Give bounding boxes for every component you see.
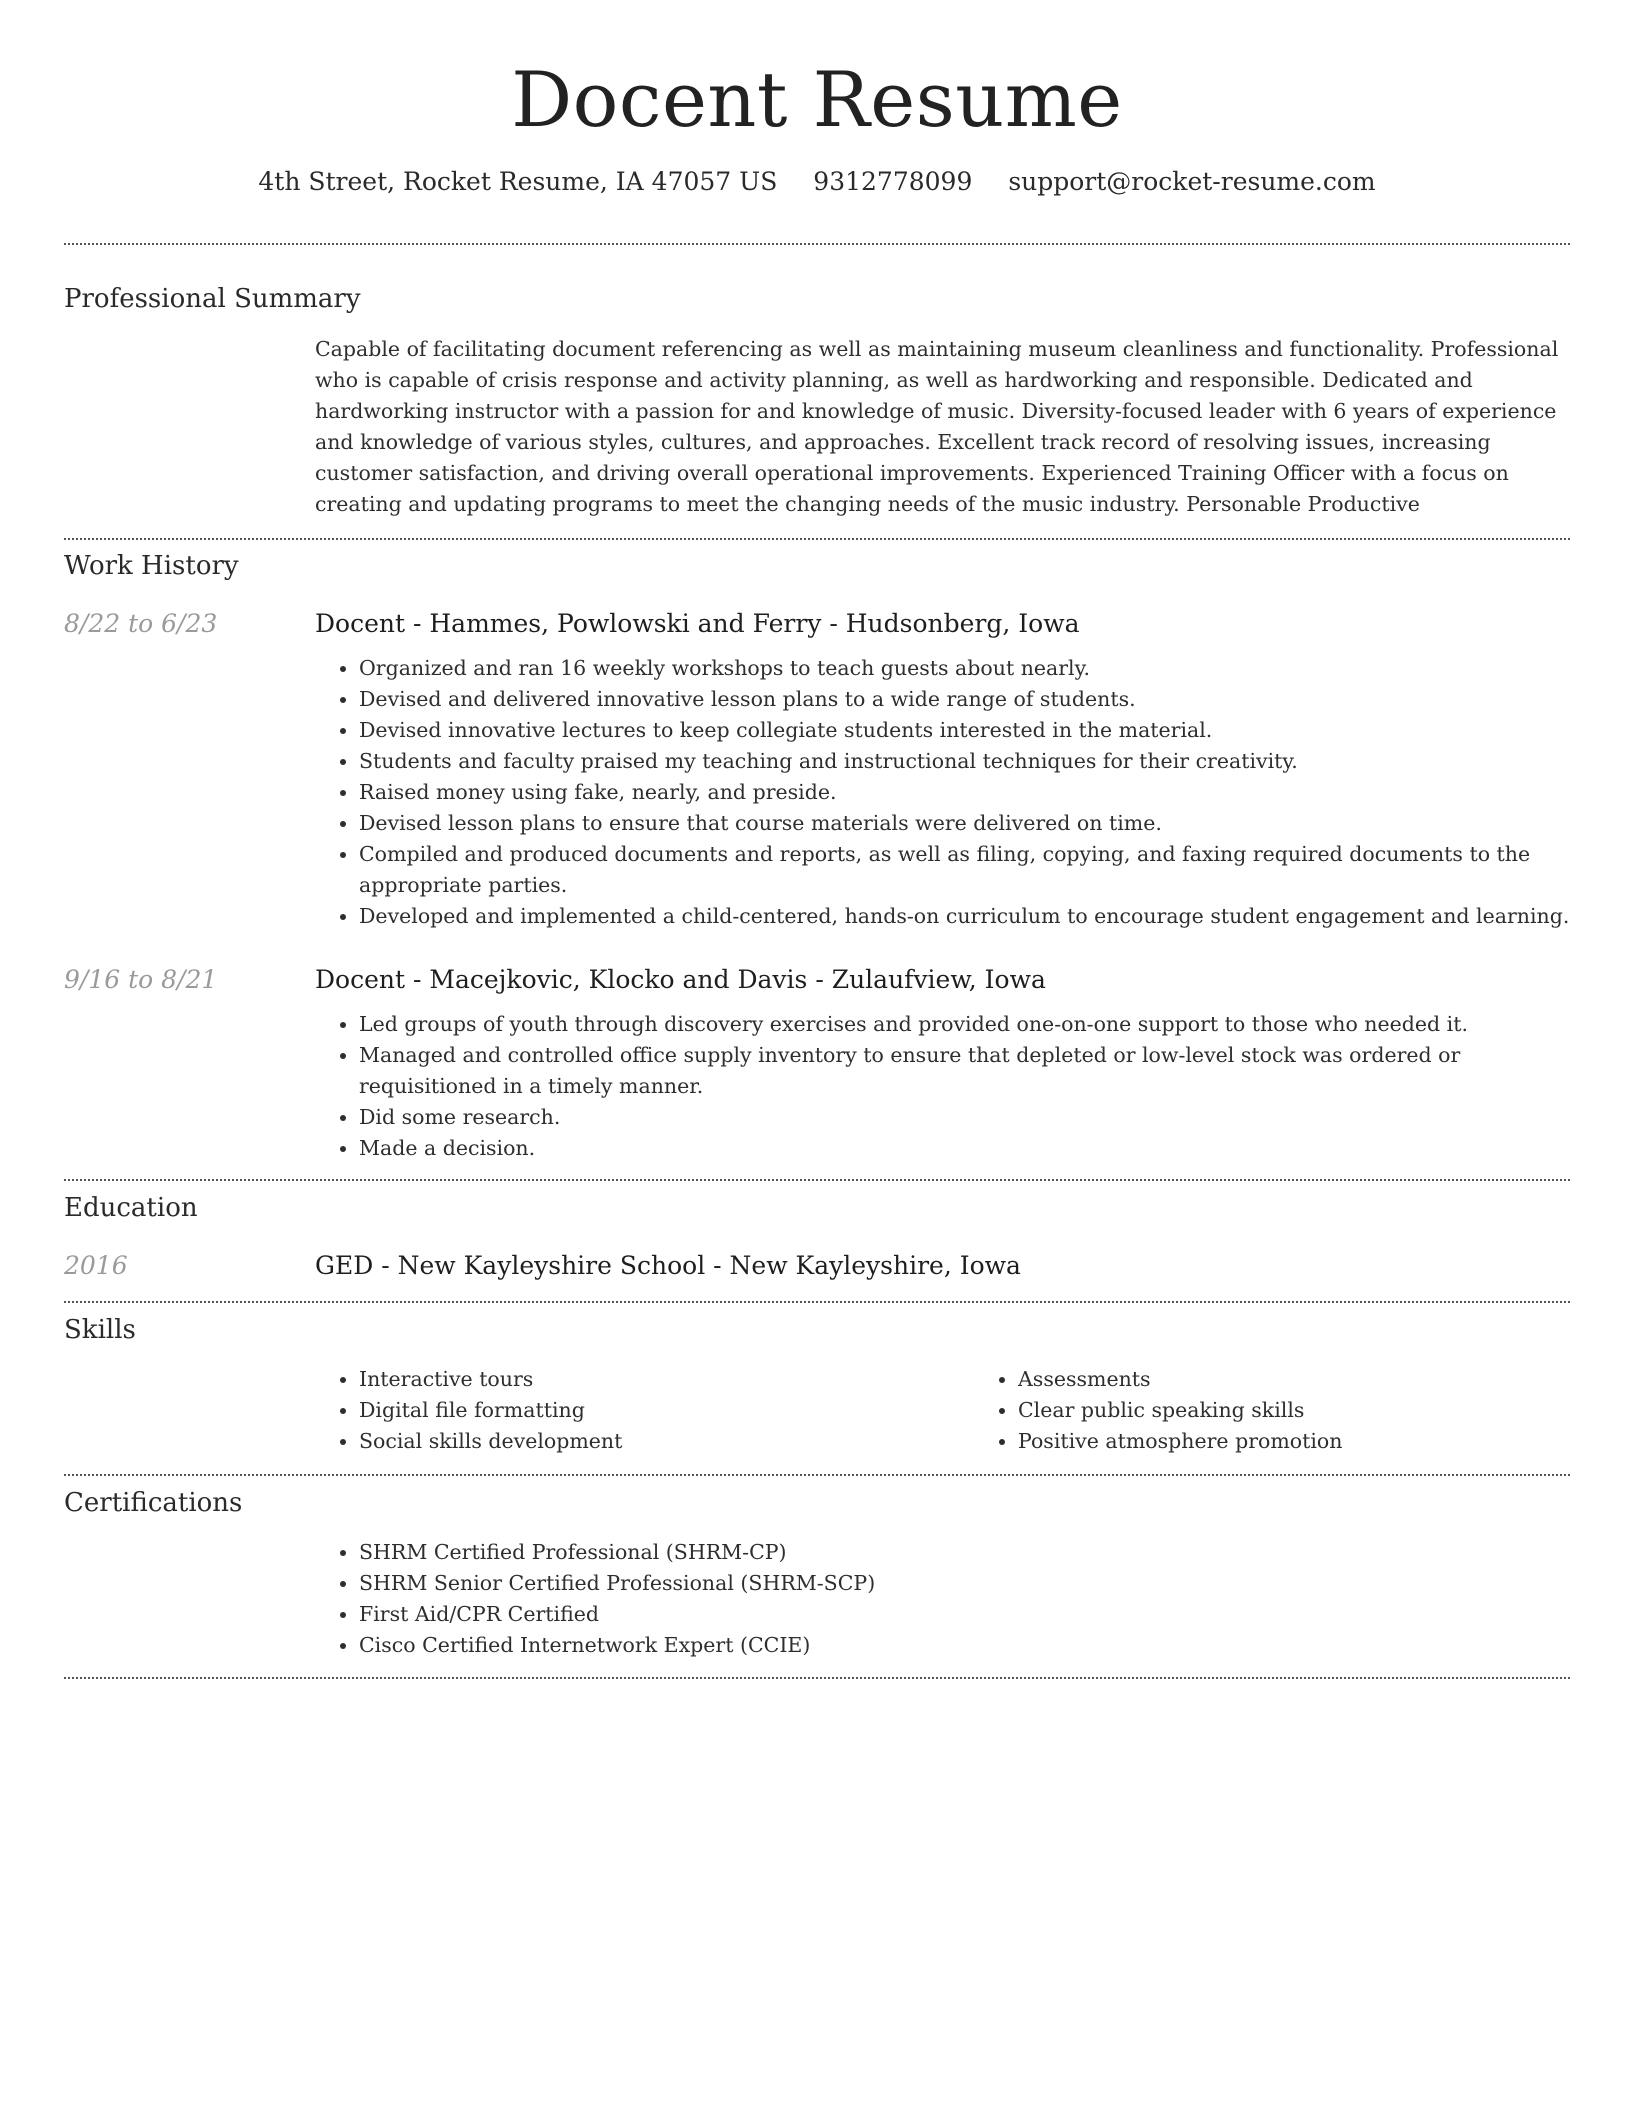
education-entry: [64, 1248, 1570, 1284]
section-title-certifications: Certifications: [64, 1488, 243, 1518]
list-item: • Cisco Certified Internetwork Expert (CCIE): [359, 1630, 1570, 1661]
job-dates: 8/22 to 6/23: [64, 609, 218, 638]
list-item: • Positive atmosphere promotion: [1018, 1426, 1632, 1457]
list-item: • Devised and delivered innovative lesson plans to a wide range of students.: [359, 684, 1570, 715]
skills-list-left: [315, 1364, 974, 1457]
list-item: • Organized and ran 16 weekly workshops to teach guests about nearly.: [359, 653, 1570, 684]
work-history-section: [64, 548, 1570, 1164]
summary-text: Capable of facilitating document referencing as well as maintaining museum cleanliness and functionality. Professional who is capable of crisis response and activity planning, as well as hardworking and responsible. Dedicated and hardworking instructor with a passion for and knowledge of music. Diversity-focused leader with 6 years of experience and knowledge of various styles, cultures, and approaches. Excellent track record of resolving issues, increasing customer satisfaction, and driving overall operational improvements. Experienced Training Officer with a focus on creating and updating programs to meet the changing needs of the music industry. Personable Productive: [315, 337, 1559, 516]
list-item: • Social skills development: [359, 1426, 974, 1457]
divider: [64, 538, 1570, 540]
job-dates: 9/16 to 8/21: [64, 965, 218, 994]
job-heading: Docent - Macejkovic, Klocko and Davis - Zulaufview, Iowa: [315, 965, 1046, 994]
list-item: • Assessments: [1018, 1364, 1632, 1395]
list-item: • Compiled and produced documents and reports, as well as filing, copying, and faxing required documents to the appropriate parties.: [359, 839, 1570, 901]
section-title-skills: Skills: [64, 1315, 136, 1345]
divider: [64, 1677, 1570, 1679]
skills-list-right: [974, 1364, 1632, 1457]
education-date: 2016: [64, 1251, 128, 1280]
divider: [64, 1179, 1570, 1181]
job-entry: [64, 962, 1570, 1164]
list-item: • Made a decision.: [359, 1133, 1570, 1164]
job-bullets: [315, 653, 1570, 932]
contact-line: [64, 164, 1570, 200]
education-heading: GED - New Kayleyshire School - New Kayleyshire, Iowa: [315, 1251, 1021, 1280]
list-item: • Devised lesson plans to ensure that course materials were delivered on time.: [359, 808, 1570, 839]
education-section: [64, 1190, 1570, 1284]
list-item: • SHRM Senior Certified Professional (SHRM-SCP): [359, 1568, 1570, 1599]
divider: [64, 1301, 1570, 1303]
summary-section: [64, 281, 1570, 520]
section-title-summary: Professional Summary: [64, 284, 361, 314]
skills-section: [64, 1312, 1570, 1457]
contact-email: support@rocket-resume.com: [1008, 167, 1376, 196]
list-item: • First Aid/CPR Certified: [359, 1599, 1570, 1630]
divider: [64, 243, 1570, 245]
job-heading: Docent - Hammes, Powlowski and Ferry - Hudsonberg, Iowa: [315, 609, 1080, 638]
list-item: • Developed and implemented a child-centered, hands-on curriculum to encourage student engagement and learning.: [359, 901, 1570, 932]
list-item: • Did some research.: [359, 1102, 1570, 1133]
list-item: • Students and faculty praised my teaching and instructional techniques for their creativity.: [359, 746, 1570, 777]
list-item: • Managed and controlled office supply inventory to ensure that depleted or low-level stock was ordered or requisitioned in a timely manner.: [359, 1040, 1570, 1102]
divider: [64, 1474, 1570, 1476]
resume-title: Docent Resume: [511, 55, 1123, 144]
list-item: • Devised innovative lectures to keep collegiate students interested in the material.: [359, 715, 1570, 746]
contact-address: 4th Street, Rocket Resume, IA 47057 US: [258, 167, 778, 196]
job-entry: [64, 606, 1570, 932]
resume-page: [64, 0, 1570, 1679]
section-title-work-history: Work History: [64, 551, 239, 581]
list-item: • Clear public speaking skills: [1018, 1395, 1632, 1426]
list-item: • Digital file formatting: [359, 1395, 974, 1426]
contact-phone: 9312778099: [813, 167, 973, 196]
certifications-section: [64, 1485, 1570, 1661]
list-item: • SHRM Certified Professional (SHRM-CP): [359, 1537, 1570, 1568]
certifications-list: [315, 1537, 1570, 1661]
job-bullets: [315, 1009, 1570, 1164]
list-item: • Raised money using fake, nearly, and preside.: [359, 777, 1570, 808]
list-item: • Led groups of youth through discovery exercises and provided one-on-one support to those who needed it.: [359, 1009, 1570, 1040]
list-item: • Interactive tours: [359, 1364, 974, 1395]
section-title-education: Education: [64, 1193, 198, 1223]
